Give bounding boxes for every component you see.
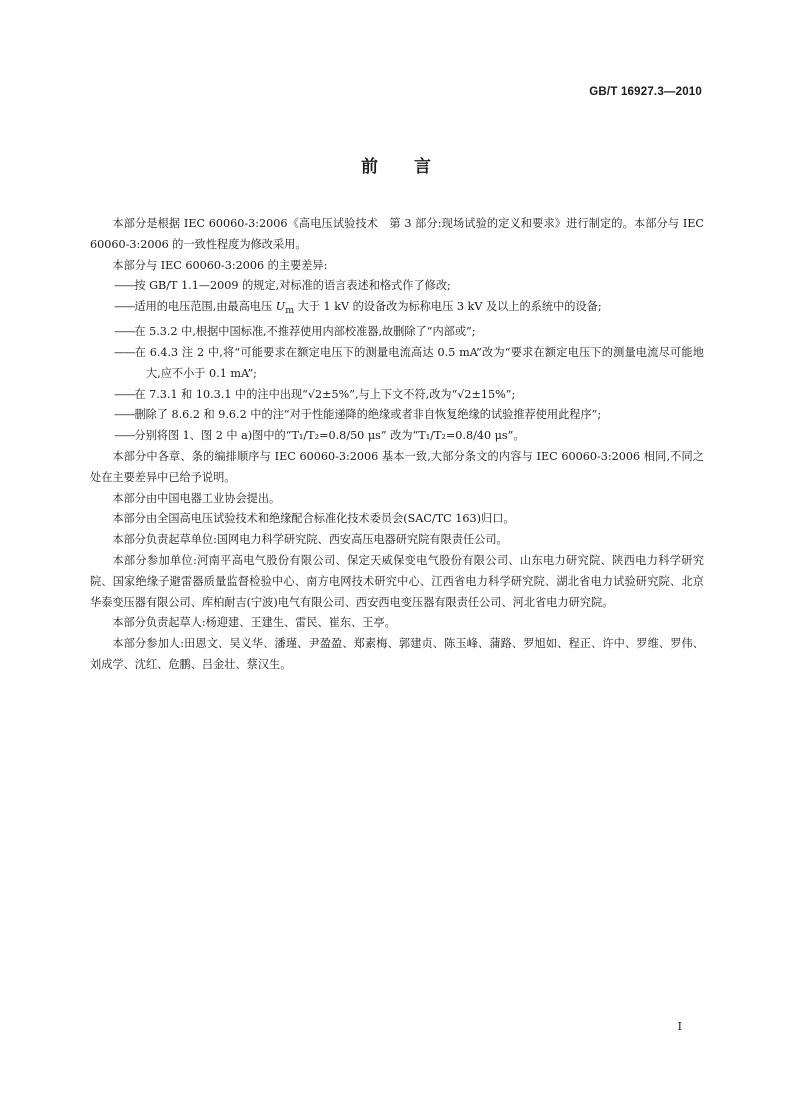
paragraph-differences-intro: 本部分与 IEC 60060-3:2006 的主要差异:	[112, 258, 328, 272]
difference-item-7	[90, 426, 704, 447]
difference-item-4	[90, 343, 704, 385]
difference-item-text: 删除了 8.6.2 和 9.6.2 中的注“对于性能递降的绝缘或者非自恢复绝缘的试验推荐使用此程序”;	[134, 408, 602, 422]
paragraph-basis: 本部分是根据 IEC 60060-3:2006《高电压试验技术 第 3 部分:现场试验的定义和要求》进行制定的。本部分与 IEC 60060-3:2006 的一致性程度为修改采用。	[90, 217, 704, 251]
page-title: 前言	[361, 157, 467, 177]
difference-item-text: 按 GB/T 1.1—2009 的规定,对标准的语言表述和格式作了修改;	[134, 279, 451, 293]
difference-item-text: 分别将图 1、图 2 中 a)图中的“T₁/T₂=0.8/50 μs” 改为“T₁/T₂=0.8/40 μs”。	[134, 429, 525, 443]
page-number: I	[677, 1020, 682, 1033]
paragraph-drafters: 本部分负责起草人:杨迎建、王建生、雷民、崔东、王亭。	[112, 616, 396, 630]
dash-marker: ——	[114, 325, 135, 339]
dash-marker: ——	[114, 300, 135, 314]
paragraph-committee: 本部分由全国高电压试验技术和绝缘配合标准化技术委员会(SAC/TC 163)归口。	[112, 512, 515, 526]
difference-item-6	[90, 405, 704, 426]
paragraph-proposer: 本部分由中国电器工业协会提出。	[112, 491, 281, 505]
symbol-um: U	[275, 300, 286, 314]
dash-marker: ——	[114, 429, 135, 443]
dash-marker: ——	[114, 346, 135, 360]
difference-item-text: 在 6.4.3 注 2 中,将“可能要求在额定电压下的测量电流高达 0.5 mA”改为“要求在额定电压下的测量电流尽可能地大,应不小于 0.1 mA”;	[134, 346, 704, 380]
difference-item-text: 在 5.3.2 中,根据中国标准,不推荐使用内部校准器,故删除了“内部或”;	[134, 325, 476, 339]
paragraph-participating-units: 本部分参加单位:河南平高电气股份有限公司、保定天威保变电气股份有限公司、山东电力研究院、陕西电力科学研究院、国家绝缘子避雷器质量监督检验中心、南方电网技术研究中心、江西省电力科学研究院、湖北省电力试验研究院、北京华泰变压器有限公司、库柏耐吉(宁波)电气有限公司、西安西电变压器有限责任公司、河北省电力研究院。	[90, 553, 704, 609]
dash-marker: ——	[114, 408, 135, 422]
difference-item-2	[90, 297, 704, 322]
paragraph-structure: 本部分中各章、条的编排顺序与 IEC 60060-3:2006 基本一致,大部分条文的内容与 IEC 60060-3:2006 相同,不同之处在主要差异中已给予说明。	[90, 450, 704, 484]
standard-code: GB/T 16927.3—2010	[589, 86, 702, 98]
dash-marker: ——	[114, 387, 135, 401]
difference-item-1	[90, 276, 704, 297]
paragraph-participants: 本部分参加人:田恩文、吴义华、潘瑾、尹盈盈、郑素梅、郭建贞、陈玉峰、蒲路、罗旭如、程正、许中、罗维、罗伟、刘成学、沈红、危鹏、吕金壮、蔡汉生。	[90, 637, 704, 671]
foreword-body	[90, 214, 704, 676]
difference-item-3	[90, 322, 704, 343]
symbol-um-subscript: m	[285, 305, 295, 317]
difference-item-text: 在 7.3.1 和 10.3.1 中的注中出现“√2±5%”,与上下文不符,改为“√2±15%”;	[134, 387, 516, 401]
difference-item-5	[90, 385, 704, 406]
paragraph-drafting-units: 本部分负责起草单位:国网电力科学研究院、西安高压电器研究院有限责任公司。	[112, 533, 508, 547]
difference-item-text: 适用的电压范围,由最高电压	[134, 300, 276, 314]
difference-item-text: 大于 1 kV 的设备改为标称电压 3 kV 及以上的系统中的设备;	[294, 300, 602, 314]
dash-marker: ——	[114, 279, 135, 293]
